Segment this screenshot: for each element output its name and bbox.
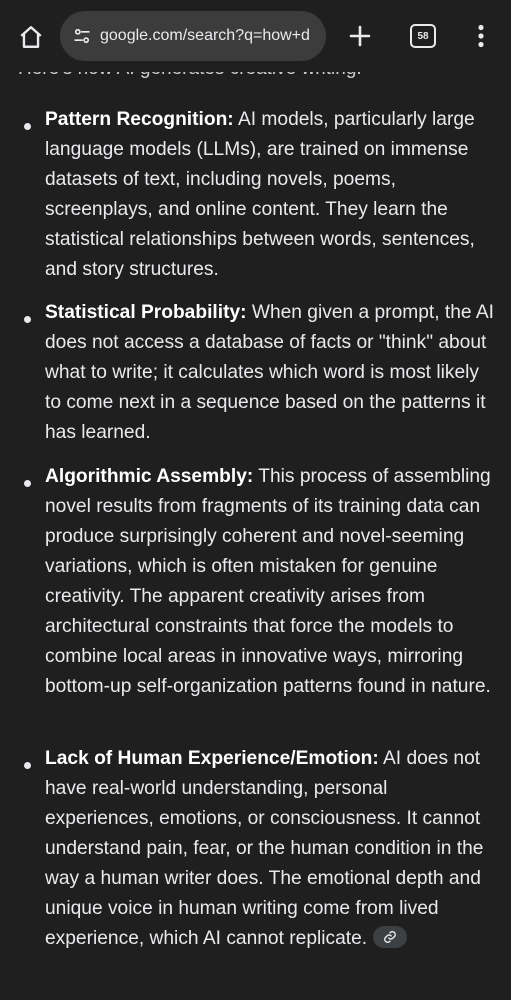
plus-icon bbox=[348, 24, 372, 48]
home-icon bbox=[18, 24, 44, 50]
more-vert-icon bbox=[477, 24, 485, 48]
item-title: Pattern Recognition: bbox=[45, 109, 234, 130]
bullet-dot bbox=[24, 762, 31, 769]
item-body: AI does not have real-world understanding, personal experiences, emotions, or consciousness. It cannot understand pain, fear, or the human condition in the way a human writer does. The emotional depth and unique voice in human writing come from lived experience, which AI cannot replicate. bbox=[45, 748, 484, 949]
address-bar[interactable] bbox=[60, 11, 326, 61]
url-text: google.com/search?q=how+d bbox=[100, 27, 310, 44]
site-settings-icon bbox=[72, 26, 92, 46]
tab-switcher-button[interactable] bbox=[410, 24, 436, 48]
item-body: AI models, particularly large language models (LLMs), are trained on immense datasets of text, including novels, poems, screenplays, and online content. They learn the statistical relationships between words, sentences, and story structures. bbox=[45, 109, 475, 280]
home-button[interactable] bbox=[14, 20, 48, 54]
tab-count: 58 bbox=[417, 30, 429, 42]
list-item-text bbox=[45, 744, 500, 954]
item-title: Statistical Probability: bbox=[45, 302, 247, 323]
bullet-dot bbox=[24, 123, 31, 130]
new-tab-button[interactable] bbox=[344, 20, 376, 52]
bullet-dot bbox=[24, 480, 31, 487]
item-body: This process of assembling novel results from fragments of its training data can produce surprisingly coherent and novel-seeming variations, which is often mistaken for genuine creativity. The apparent creativity arises from architectural constraints that force the models to combine local areas in innovative ways, mirroring bottom-up self-organization patterns found in nature. bbox=[45, 466, 491, 697]
overflow-menu-button[interactable] bbox=[468, 20, 494, 52]
item-body: When given a prompt, the AI does not access a database of facts or "think" about what to write; it calculates which word is most likely to come next in a sequence based on the patterns it has learned. bbox=[45, 302, 494, 443]
bullet-dot bbox=[24, 316, 31, 323]
list-item-text bbox=[45, 462, 500, 702]
list-item-text bbox=[45, 298, 500, 448]
browser-toolbar bbox=[0, 0, 511, 72]
list-item-text bbox=[45, 105, 500, 285]
item-title: Algorithmic Assembly: bbox=[45, 466, 254, 487]
item-title: Lack of Human Experience/Emotion: bbox=[45, 748, 379, 769]
link-icon bbox=[383, 930, 397, 944]
source-link-button[interactable] bbox=[373, 926, 407, 948]
